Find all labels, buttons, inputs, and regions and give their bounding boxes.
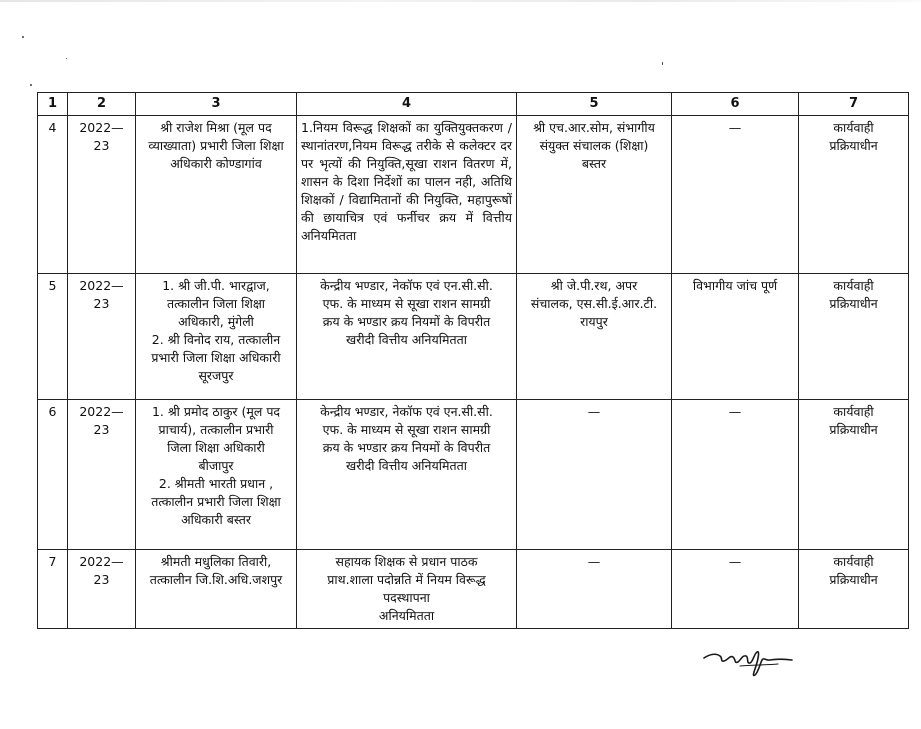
year-cell: 2022—23 — [68, 116, 136, 274]
officer-cell — [136, 274, 297, 400]
signature-icon — [700, 644, 796, 680]
inquiry-officer-text: श्री एच.आर.सोम, संभागीय संयुक्त संचालक (शिक्षा) बस्तर — [533, 120, 655, 171]
allegation-cell — [297, 274, 517, 400]
allegation-text: सहायक शिक्षक से प्रधान पाठक प्राथ.शाला पदोन्नति में नियम विरूद्ध पदस्थापना अनियमितता — [327, 554, 486, 623]
scan-speck — [662, 62, 663, 65]
column-header-4: 4 — [297, 93, 517, 116]
action-cell — [799, 400, 909, 550]
report-status-cell: — — [672, 550, 799, 629]
column-header-7: 7 — [799, 93, 909, 116]
serial-number-cell: 4 — [38, 116, 68, 274]
column-header-1: 1 — [38, 93, 68, 116]
table-row — [38, 400, 909, 550]
report-status-cell: — — [672, 400, 799, 550]
action-cell — [799, 274, 909, 400]
column-header-6: 6 — [672, 93, 799, 116]
column-header-2: 2 — [68, 93, 136, 116]
serial-number-cell: 6 — [38, 400, 68, 550]
officer-text: 1. श्री प्रमोद ठाकुर (मूल पद प्राचार्य), तत्कालीन प्रभारी जिला शिक्षा अधिकारी बीजापुर 2. श्रीमती भारती प्रधान , तत्कालीन प्रभारी जिला शिक्षा अधिकारी बस्तर — [151, 404, 281, 527]
scan-speck — [66, 58, 67, 59]
inquiry-officer-cell — [517, 400, 672, 550]
allegation-text: केन्द्रीय भण्डार, नेकॉफ एवं एन.सी.सी. एफ. के माध्यम से सूखा राशन सामग्री क्रय के भण्डार क्रय नियमों के विपरीत खरीदी वित्तीय अनियमितता — [320, 278, 493, 347]
allegation-cell — [297, 550, 517, 629]
action-text: कार्यवाही प्रक्रियाधीन — [829, 120, 878, 153]
officer-cell — [136, 400, 297, 550]
serial-number-cell: 7 — [38, 550, 68, 629]
action-text: कार्यवाही प्रक्रियाधीन — [829, 554, 878, 587]
serial-number-cell: 5 — [38, 274, 68, 400]
action-cell — [799, 116, 909, 274]
table-row — [38, 550, 909, 629]
action-text: कार्यवाही प्रक्रियाधीन — [829, 404, 878, 437]
officer-text: श्रीमती मधुलिका तिवारी, तत्कालीन जि.शि.अधि.जशपुर — [149, 554, 283, 587]
officer-text: श्री राजेश मिश्रा (मूल पद व्याख्याता) प्रभारी जिला शिक्षा अधिकारी कोण्डागांव — [148, 120, 284, 171]
officer-cell — [136, 116, 297, 274]
allegation-text: केन्द्रीय भण्डार, नेकॉफ एवं एन.सी.सी. एफ. के माध्यम से सूखा राशन सामग्री क्रय के भण्डार क्रय नियमों के विपरीत खरीदी वित्तीय अनियमितता — [320, 404, 493, 473]
report-status-cell: — — [672, 116, 799, 274]
inquiry-officer-cell — [517, 116, 672, 274]
table-row — [38, 116, 909, 274]
scan-artifact-line — [0, 0, 921, 2]
allegation-cell — [297, 400, 517, 550]
action-text: कार्यवाही प्रक्रियाधीन — [829, 278, 878, 311]
year-cell: 2022—23 — [68, 400, 136, 550]
allegation-text: 1.नियम विरूद्ध शिक्षकों का युक्तियुक्तकरण / स्थानांतरण,नियम विरूद्ध तरीके से कलेक्टर दर पर भृत्यों की नियुक्ति,सूखा राशन वितरण में, शासन के दिशा निर्देशों का पालन नही, अतिथि शिक्षकों / विद्यामितानों की नियुक्ति, महापुरूषों की छायाचित्र एवं फर्नीचर क्रय में वित्तीय अनियमितता — [301, 120, 512, 243]
column-header-5: 5 — [517, 93, 672, 116]
allegation-cell — [297, 116, 517, 274]
column-header-3: 3 — [136, 93, 297, 116]
table-row — [38, 274, 909, 400]
inquiry-officer-text: — — [587, 404, 601, 419]
records-table — [37, 92, 909, 629]
report-status-cell: विभागीय जांच पूर्ण — [672, 274, 799, 400]
inquiry-officer-cell — [517, 550, 672, 629]
inquiry-officer-cell — [517, 274, 672, 400]
officer-cell — [136, 550, 297, 629]
header-row — [38, 93, 909, 116]
inquiry-officer-text: श्री जे.पी.रथ, अपर संचालक, एस.सी.ई.आर.टी. रायपुर — [530, 278, 658, 329]
scan-speck — [30, 84, 32, 86]
action-cell — [799, 550, 909, 629]
officer-text: 1. श्री जी.पी. भारद्वाज, तत्कालीन जिला शिक्षा अधिकारी, मुंगेली 2. श्री विनोद राय, तत्कालीन प्रभारी जिला शिक्षा अधिकारी सूरजपुर — [151, 278, 281, 383]
year-cell: 2022—23 — [68, 274, 136, 400]
year-cell: 2022—23 — [68, 550, 136, 629]
scan-speck — [22, 36, 24, 38]
inquiry-officer-text: — — [587, 554, 601, 569]
